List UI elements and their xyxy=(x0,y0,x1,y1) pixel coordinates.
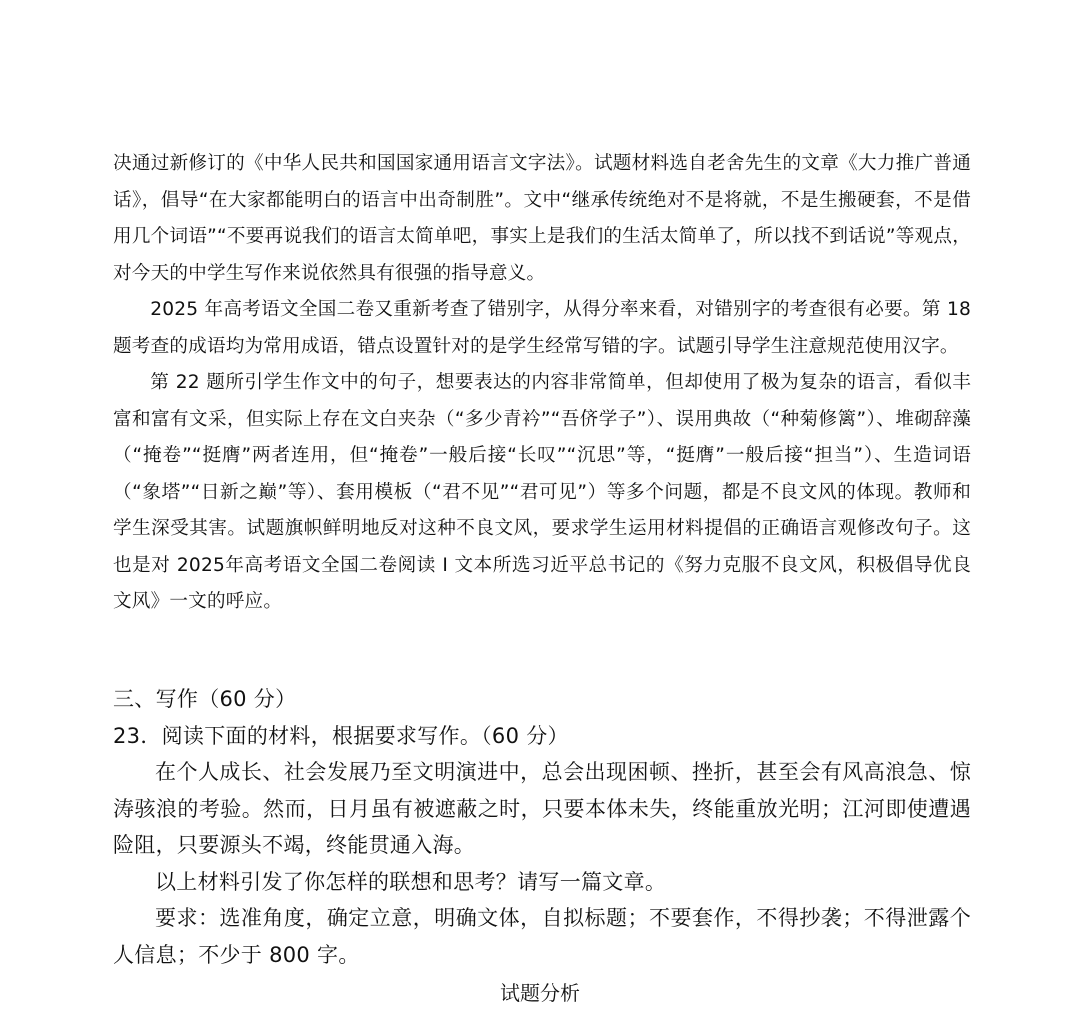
writing-section xyxy=(113,681,971,973)
writing-material: 在个人成长、社会发展乃至文明演进中，总会出现困顿、挫折，甚至会有风高浪急、惊涛骇浪的考验。然而，日月虽有被遮蔽之时，只要本体未失，终能重放光明；江河即使遭遇险阻，只要源头不竭，终能贯通入海。 xyxy=(113,760,971,857)
question-analysis-heading: 试题分析 xyxy=(500,981,580,1005)
writing-section-heading: 三、写作（60 分） xyxy=(113,687,297,711)
writing-requirements: 要求：选准角度，确定立意，明确文体，自拟标题；不要套作，不得抄袭；不得泄露个人信息；不少于 800 字。 xyxy=(113,906,971,967)
analysis-paragraph-3: 第 22 题所引学生作文中的句子，想要表达的内容非常简单，但却使用了极为复杂的语言，看似丰富和富有文采，但实际上存在文白夹杂（“多少青衿”“吾侪学子”）、误用典故（“种菊修篱”）、堆砌辞藻（“掩卷”“挺膺”两者连用，但“掩卷”一般后接“长叹”“沉思”等，“挺膺”一般后接“担当”）、生造词语（“象塔”“日新之巅”等）、套用模板（“君不见”“君可见”）等多个问题，都是不良文风的体现。教师和学生深受其害。试题旗帜鲜明地反对这种不良文风，要求学生运用材料提倡的正确语言观修改句子。这也是对 2025年高考语文全国二卷阅读 I 文本所选习近平总书记的《努力克服不良文风，积极倡导优良文风》一文的呼应。 xyxy=(113,372,971,612)
analysis-paragraph-1: 决通过新修订的《中华人民共和国国家通用语言文字法》。试题材料选自老舍先生的文章《大力推广普通话》，倡导“在大家都能明白的语言中出奇制胜”。文中“继承传统绝对不是将就，不是生搬硬套，不是借用几个词语”“不要再说我们的语言太简单吧，事实上是我们的生活太简单了，所以找不到话说”等观点，对今天的中学生写作来说依然具有很强的指导意义。 xyxy=(113,153,971,284)
writing-prompt: 以上材料引发了你怎样的联想和思考？请写一篇文章。 xyxy=(155,869,667,894)
analysis-section xyxy=(113,146,971,621)
writing-question: 23．阅读下面的材料，根据要求写作。（60 分） xyxy=(113,723,569,748)
analysis-paragraph-2: 2025 年高考语文全国二卷又重新考查了错别字，从得分率来看，对错别字的考查很有必要。第 18 题考查的成语均为常用成语，错点设置针对的是学生经常写错的字。试题引导学生注意规范使用汉字。 xyxy=(113,299,971,357)
